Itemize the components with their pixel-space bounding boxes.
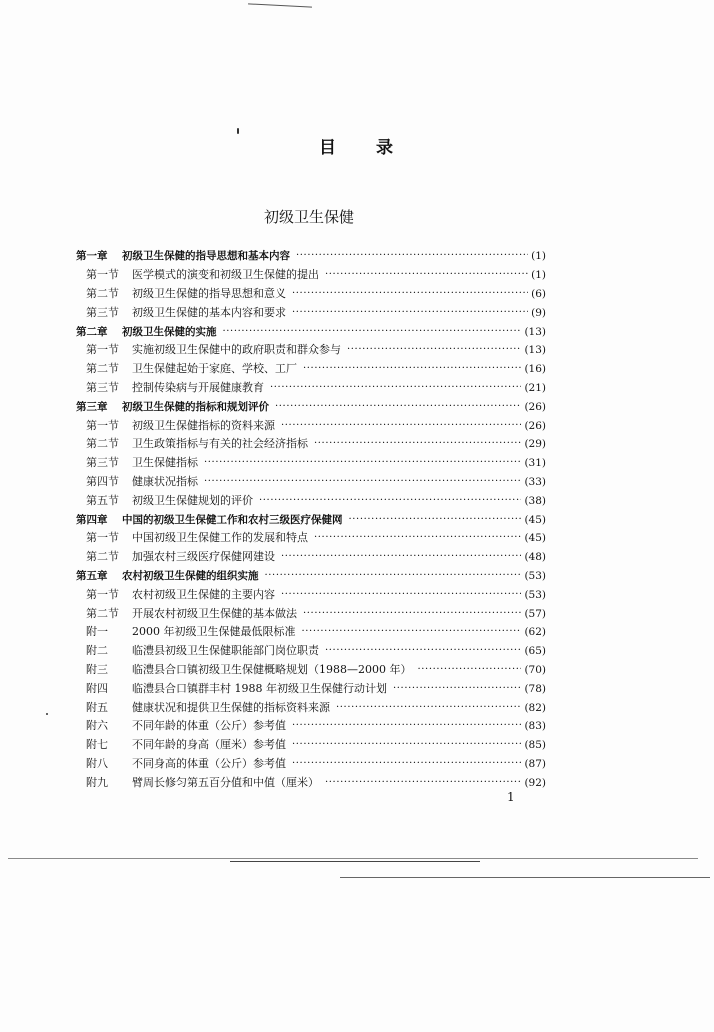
toc-page: (1) <box>531 250 546 263</box>
toc-text: 2000 年初级卫生保健最低限标准 <box>132 625 296 639</box>
toc-number: 第二节 <box>86 286 119 300</box>
toc-text: 初级卫生保健规划的评价 <box>132 493 253 507</box>
toc-leader <box>292 755 521 773</box>
toc-page: (6) <box>531 287 546 300</box>
toc-leader <box>347 341 521 359</box>
toc-text: 卫生保健起始于家庭、学校、工厂 <box>132 362 297 376</box>
toc-appendix-4[interactable] <box>76 679 546 698</box>
toc-section-1-3[interactable] <box>76 303 546 322</box>
toc-number: 第三节 <box>86 305 119 319</box>
toc-appendix-7[interactable] <box>76 736 546 755</box>
toc-section-5-1[interactable] <box>76 585 546 604</box>
toc-leader <box>292 304 528 322</box>
toc-number: 第一节 <box>86 531 119 545</box>
toc-text: 医学模式的演变和初级卫生保健的提出 <box>132 268 319 282</box>
toc-leader <box>281 417 521 435</box>
toc-page: (82) <box>524 701 546 714</box>
toc-leader <box>223 323 522 341</box>
scan-artifact-bottom-3 <box>340 877 710 878</box>
toc-text: 不同年龄的身高（厘米）参考值 <box>132 738 286 752</box>
toc-text: 加强农村三级医疗保健网建设 <box>132 550 275 564</box>
toc-leader <box>393 680 521 698</box>
toc-number: 第四节 <box>86 474 119 488</box>
toc-text: 控制传染病与开展健康教育 <box>132 380 264 394</box>
toc-page: (9) <box>531 306 546 319</box>
toc-leader <box>314 529 521 547</box>
toc-appendix-9[interactable] <box>76 773 546 792</box>
toc-page: (53) <box>524 569 546 582</box>
toc-number: 附二 <box>86 644 108 658</box>
toc-number: 附七 <box>86 738 108 752</box>
toc-leader <box>325 642 521 660</box>
toc-page: (92) <box>524 776 546 789</box>
toc-number: 第五节 <box>86 493 119 507</box>
toc-page: (87) <box>524 757 546 770</box>
toc-text: 初级卫生保健指标的资料来源 <box>132 418 275 432</box>
toc-chapter-1[interactable] <box>76 247 546 266</box>
toc-text: 卫生保健指标 <box>132 456 198 470</box>
toc-number: 附六 <box>86 719 108 733</box>
toc-leader <box>259 492 521 510</box>
toc-chapter-4[interactable] <box>76 510 546 529</box>
toc-page: (45) <box>524 513 546 526</box>
toc-number: 第四章 <box>76 513 108 526</box>
toc-number: 第一节 <box>86 343 119 357</box>
toc-text: 不同年龄的体重（公斤）参考值 <box>132 719 286 733</box>
toc-leader <box>336 699 521 717</box>
toc-page: (62) <box>524 626 546 639</box>
toc-chapter-5[interactable] <box>76 567 546 586</box>
toc-number: 第二节 <box>86 437 119 451</box>
toc-number: 第二节 <box>86 606 119 620</box>
toc-section-3-4[interactable] <box>76 473 546 492</box>
scan-artifact-top <box>248 3 312 7</box>
toc-appendix-3[interactable] <box>76 661 546 680</box>
toc-number: 第一节 <box>86 587 119 601</box>
toc-leader <box>270 379 521 397</box>
toc-page: (83) <box>524 720 546 733</box>
toc-leader <box>303 605 521 623</box>
toc-leader <box>265 567 522 585</box>
toc-section-3-1[interactable] <box>76 416 546 435</box>
toc-appendix-2[interactable] <box>76 642 546 661</box>
toc-section-2-1[interactable] <box>76 341 546 360</box>
toc-text: 初级卫生保健的基本内容和要求 <box>132 305 286 319</box>
toc-text: 开展农村初级卫生保健的基本做法 <box>132 606 297 620</box>
toc-number: 附五 <box>86 700 108 714</box>
toc-page: (26) <box>524 419 546 432</box>
table-of-contents <box>76 247 546 792</box>
toc-page: (78) <box>524 682 546 695</box>
toc-chapter-3[interactable] <box>76 397 546 416</box>
toc-leader <box>204 454 521 472</box>
toc-number: 第二节 <box>86 550 119 564</box>
toc-chapter-2[interactable] <box>76 322 546 341</box>
toc-leader <box>275 398 521 416</box>
toc-number: 第一节 <box>86 418 119 432</box>
toc-page: (38) <box>524 494 546 507</box>
toc-appendix-5[interactable] <box>76 698 546 717</box>
toc-section-5-2[interactable] <box>76 604 546 623</box>
toc-appendix-6[interactable] <box>76 717 546 736</box>
toc-leader <box>292 736 521 754</box>
toc-leader <box>292 285 528 303</box>
toc-appendix-8[interactable] <box>76 755 546 774</box>
toc-section-2-2[interactable] <box>76 360 546 379</box>
toc-page: (21) <box>524 381 546 394</box>
toc-text: 初级卫生保健的指导思想和基本内容 <box>122 250 290 263</box>
toc-text: 实施初级卫生保健中的政府职责和群众参与 <box>132 343 341 357</box>
page-title <box>0 133 714 158</box>
toc-number: 附九 <box>86 775 108 789</box>
toc-leader <box>314 435 521 453</box>
toc-page: (48) <box>524 551 546 564</box>
toc-number: 附八 <box>86 756 108 770</box>
toc-page: (13) <box>524 344 546 357</box>
toc-leader <box>281 586 521 604</box>
toc-number: 第一章 <box>76 250 108 263</box>
toc-section-4-1[interactable] <box>76 529 546 548</box>
toc-text: 临澧县合口镇初级卫生保健概略规划（1988—2000 年） <box>132 662 412 676</box>
toc-page: (65) <box>524 645 546 658</box>
toc-section-2-3[interactable] <box>76 379 546 398</box>
toc-page: (26) <box>524 400 546 413</box>
toc-page: (29) <box>524 438 546 451</box>
toc-text: 农村初级卫生保健的组织实施 <box>122 569 259 582</box>
toc-page: (85) <box>524 739 546 752</box>
toc-section-1-2[interactable] <box>76 285 546 304</box>
toc-page: (45) <box>524 532 546 545</box>
toc-text: 不同身高的体重（公斤）参考值 <box>132 756 286 770</box>
toc-number: 第二章 <box>76 325 108 338</box>
toc-leader <box>296 247 528 265</box>
toc-page: (13) <box>524 325 546 338</box>
toc-text: 初级卫生保健的指导思想和意义 <box>132 286 286 300</box>
toc-text: 臂周长修匀第五百分值和中值（厘米） <box>132 775 319 789</box>
toc-number: 第三节 <box>86 380 119 394</box>
toc-text: 中国的初级卫生保健工作和农村三级医疗保健网 <box>122 513 343 526</box>
toc-page: (1) <box>531 269 546 282</box>
toc-text: 初级卫生保健的实施 <box>122 325 217 338</box>
scan-artifact-bottom-1 <box>8 858 698 859</box>
toc-page: (53) <box>524 588 546 601</box>
toc-number: 第五章 <box>76 569 108 582</box>
toc-page: (16) <box>524 363 546 376</box>
toc-text: 中国初级卫生保健工作的发展和特点 <box>132 531 308 545</box>
toc-leader <box>292 717 521 735</box>
toc-section-1-1[interactable] <box>76 266 546 285</box>
title-char-1: 目 <box>319 138 338 158</box>
toc-number: 第一节 <box>86 268 119 282</box>
book-subtitle: 初级卫生保健 <box>263 208 354 226</box>
toc-leader <box>417 661 521 679</box>
toc-section-3-3[interactable] <box>76 454 546 473</box>
toc-number: 第二节 <box>86 362 119 376</box>
page-number: 1 <box>507 790 515 804</box>
toc-appendix-1[interactable] <box>76 623 546 642</box>
toc-page: (70) <box>524 663 546 676</box>
toc-leader <box>325 774 521 792</box>
toc-section-3-5[interactable] <box>76 491 546 510</box>
toc-number: 附四 <box>86 681 108 695</box>
toc-page: (33) <box>524 475 546 488</box>
toc-text: 临澧县初级卫生保健职能部门岗位职责 <box>132 644 319 658</box>
toc-leader <box>349 511 522 529</box>
toc-leader <box>204 473 521 491</box>
toc-section-3-2[interactable] <box>76 435 546 454</box>
toc-number: 第三章 <box>76 400 108 413</box>
toc-number: 第三节 <box>86 456 119 470</box>
toc-page: (57) <box>524 607 546 620</box>
toc-section-4-2[interactable] <box>76 548 546 567</box>
toc-leader <box>281 548 521 566</box>
scan-artifact-bottom-2 <box>230 861 480 862</box>
toc-leader <box>303 360 521 378</box>
toc-text: 健康状况指标 <box>132 474 198 488</box>
toc-text: 健康状况和提供卫生保健的指标资料来源 <box>132 700 330 714</box>
toc-page: (31) <box>524 457 546 470</box>
scan-artifact-dot <box>46 713 48 715</box>
toc-text: 临澧县合口镇群丰村 1988 年初级卫生保健行动计划 <box>132 681 387 695</box>
title-char-2: 录 <box>376 138 395 158</box>
toc-leader <box>302 623 522 641</box>
toc-text: 初级卫生保健的指标和规划评价 <box>122 400 269 413</box>
toc-text: 卫生政策指标与有关的社会经济指标 <box>132 437 308 451</box>
toc-number: 附三 <box>86 662 108 676</box>
toc-text: 农村初级卫生保健的主要内容 <box>132 587 275 601</box>
toc-leader <box>325 266 528 284</box>
toc-number: 附一 <box>86 625 108 639</box>
